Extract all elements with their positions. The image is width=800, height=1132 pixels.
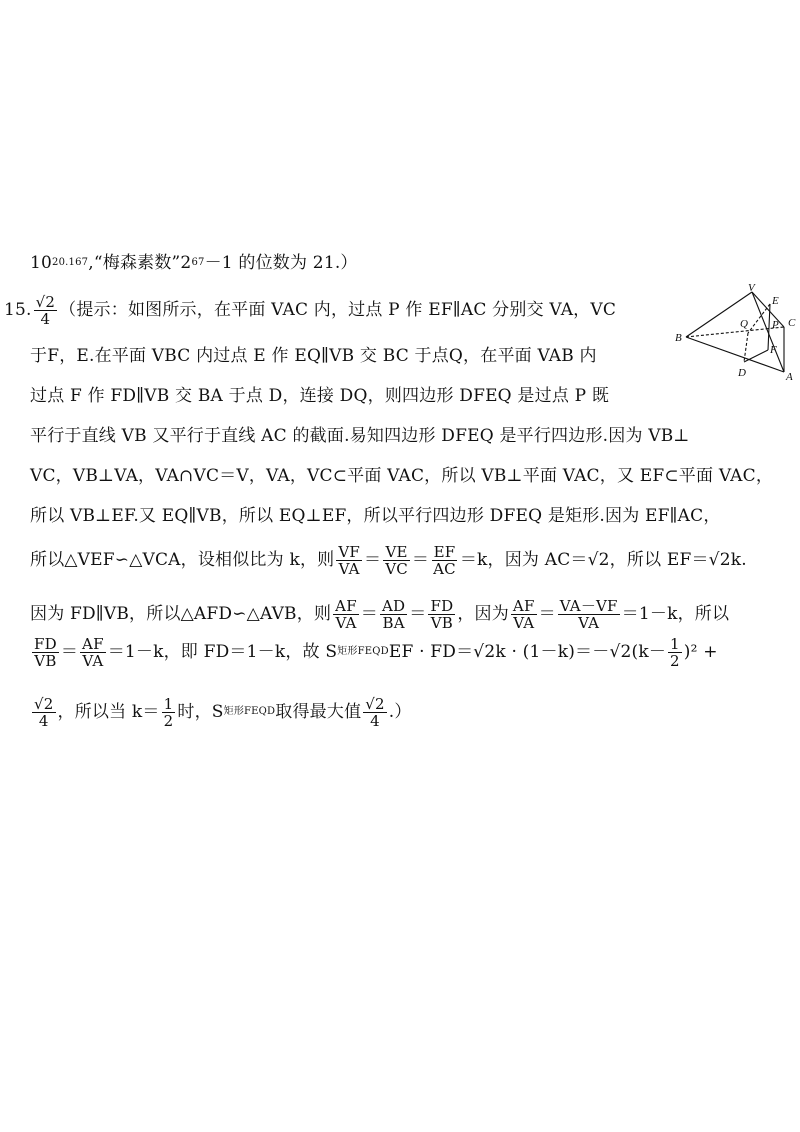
hint-text-10c: 取得最大值 xyxy=(275,702,362,722)
label-q: Q xyxy=(740,318,748,330)
frac-fd-vb-2: $\frac{FD}{VB}$ xyxy=(34,634,57,670)
problem-line-4 xyxy=(30,416,690,456)
edge-bv xyxy=(686,292,752,337)
equals: ＝ xyxy=(360,604,378,624)
power-base: 10 xyxy=(30,253,53,273)
area-subscript: 矩形FEQD xyxy=(337,646,389,657)
label-f: F xyxy=(770,344,777,356)
hint-text-6: 所以 VB⊥EF.又 EQ∥VB，所以 EQ⊥EF，所以平行四边形 DFEQ 是矩形.因为 EF∥AC， xyxy=(30,506,721,526)
hint-text-8b: ，因为 xyxy=(457,604,509,624)
label-c: C xyxy=(788,317,796,329)
hint-text-4: 平行于直线 VB 又平行于直线 AC 的截面.易知四边形 DFEQ 是平行四边形.因为 VB⊥ xyxy=(30,426,690,446)
equals: ＝ xyxy=(409,604,427,624)
prev-answer-line xyxy=(30,243,358,283)
frac-af-va-3: $\frac{AF}{VA}$ xyxy=(82,634,104,670)
frac-ve-vc: $\frac{VE}{VC}$ xyxy=(385,542,408,578)
frac-vavf-va: $\frac{VA-VF}{VA}$ xyxy=(559,596,618,632)
frac-half-2: $\frac{1}{2}$ xyxy=(163,694,174,730)
hint-text-5: VC，VB⊥VA，VA∩VC＝V，VA，VC⊂平面 VAC，所以 VB⊥平面 VAC，又 EF⊂平面 VAC， xyxy=(30,466,774,486)
equals: ＝ xyxy=(363,550,382,570)
frac-half: $\frac{1}{2}$ xyxy=(670,634,680,670)
hint-text-7a: 所以△VEF∽△VCA，设相似比为 k，则 xyxy=(30,550,335,570)
frac-ad-ba: $\frac{AD}{BA}$ xyxy=(382,596,406,632)
answer-fraction: $\frac{√2}{4}$ xyxy=(35,292,56,328)
tetrahedron-figure xyxy=(672,282,800,382)
area-subscript-2: 矩形FEQD xyxy=(223,706,276,717)
frac-ef-ac: $\frac{EF}{AC}$ xyxy=(433,542,456,578)
hint-text-9c: )² + xyxy=(683,642,718,662)
prev-tail: －1 的位数为 21.） xyxy=(204,253,358,273)
equals: ＝ xyxy=(411,550,430,570)
prev-text: ,“梅森素数”2 xyxy=(88,253,192,273)
problem-line-2 xyxy=(30,336,597,376)
frac-sqrt2-4-2: $\frac{√2}{4}$ xyxy=(365,694,385,730)
problem-line-9 xyxy=(30,628,718,676)
hint-text-9a: ＝1－k，即 FD＝1－k，故 S xyxy=(107,642,338,662)
hint-text-10d: .） xyxy=(388,702,412,722)
problem-line-3 xyxy=(30,376,609,416)
problem-line-5 xyxy=(30,456,773,496)
problem-number: 15. xyxy=(4,300,32,320)
frac-fd-vb: $\frac{FD}{VB}$ xyxy=(430,596,454,632)
hint-text-7b: ，因为 AC＝√2，所以 EF＝√2k. xyxy=(487,550,747,570)
frac-af-va: $\frac{AF}{VA}$ xyxy=(335,596,357,632)
label-d: D xyxy=(738,367,746,379)
hint-text-8a: 因为 FD∥VB，所以△AFD∽△AVB，则 xyxy=(30,604,332,624)
frac-af-va-2: $\frac{AF}{VA}$ xyxy=(512,596,535,632)
label-e: E xyxy=(772,295,779,307)
hint-text-9b: EF · FD＝√2k · (1－k)＝－√2(k－ xyxy=(388,642,667,662)
hint-text-10b: 时，S xyxy=(177,702,224,722)
hint-text-1: （提示：如图所示，在平面 VAC 内，过点 P 作 EF∥AC 分别交 VA，VC xyxy=(59,300,617,320)
problem-line-10 xyxy=(30,688,412,736)
equals-k: ＝k xyxy=(459,550,488,570)
hint-text-10a: ，所以当 k＝ xyxy=(57,702,160,722)
frac-vf-va: $\frac{VF}{VA}$ xyxy=(338,542,360,578)
label-b: B xyxy=(675,332,682,344)
label-v: V xyxy=(748,282,755,294)
label-a: A xyxy=(786,371,793,382)
hint-text-2: 于F，E.在平面 VBC 内过点 E 作 EQ∥VB 交 BC 于点Q，在平面 VAB 内 xyxy=(30,346,597,366)
power-exponent-2: 67 xyxy=(191,257,205,268)
power-exponent: 20.167 xyxy=(52,257,89,268)
hint-text-3: 过点 F 作 FD∥VB 交 BA 于点 D，连接 DQ，则四边形 DFEQ 是过点 P 既 xyxy=(30,386,610,406)
equals: ＝ xyxy=(538,604,556,624)
problem-line-1 xyxy=(4,290,616,330)
edge-df xyxy=(744,350,768,362)
edge-va xyxy=(752,292,784,372)
problem-line-7 xyxy=(30,536,747,584)
hint-text-8c: ＝1－k，所以 xyxy=(621,604,730,624)
problem-line-6 xyxy=(30,496,721,536)
label-p: P xyxy=(772,319,779,331)
frac-sqrt2-4: $\frac{√2}{4}$ xyxy=(34,694,54,730)
equals: ＝ xyxy=(60,642,79,662)
